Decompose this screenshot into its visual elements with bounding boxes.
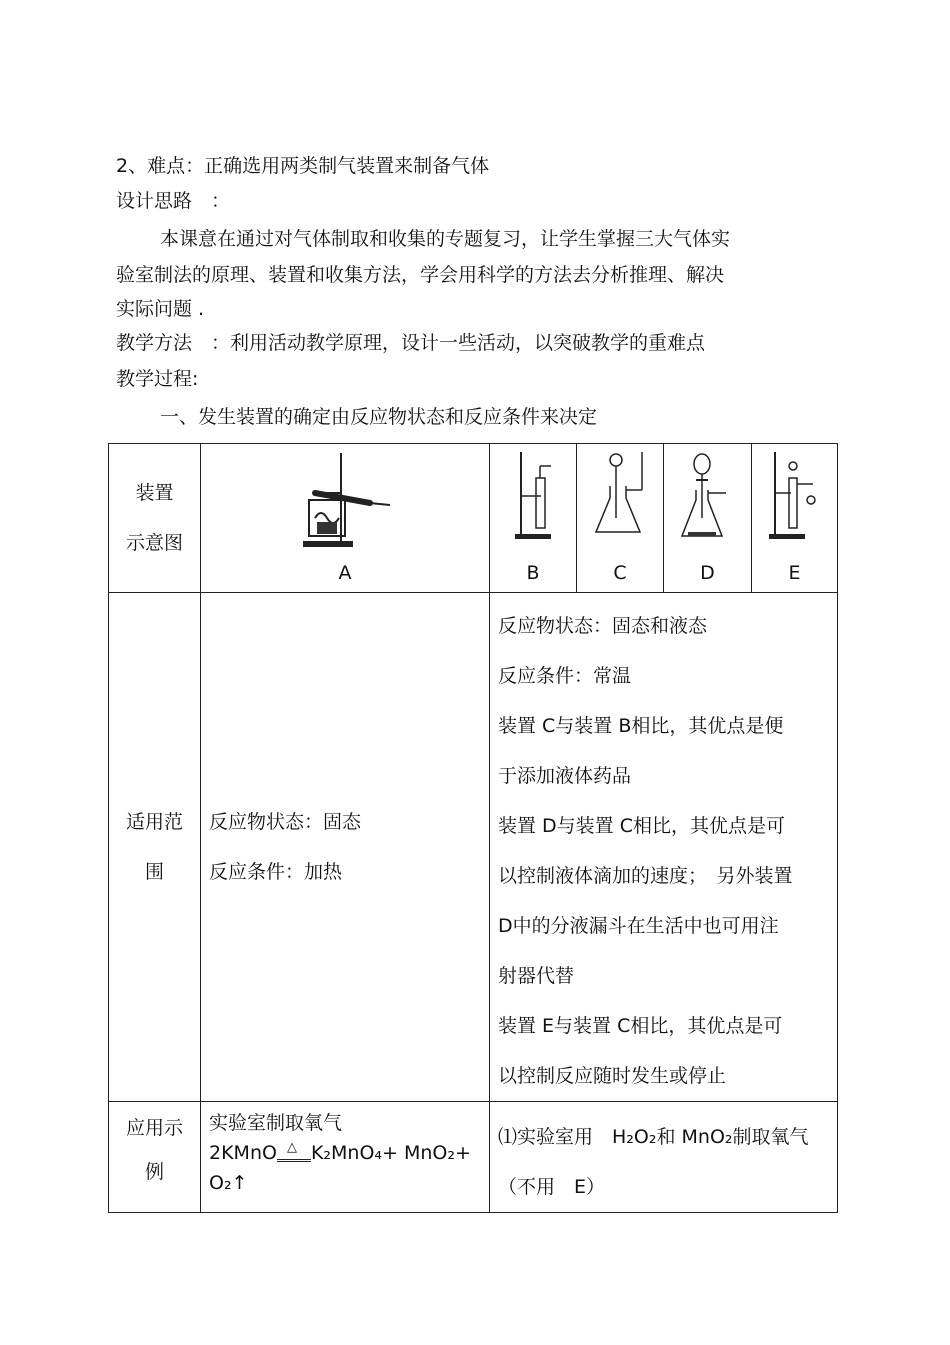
liquid-line-10: 以控制反应随时发生或停止 — [498, 1065, 727, 1087]
example-1-equation-cont: O₂↑ — [209, 1172, 248, 1194]
row-header-apparatus-line1: 装置 — [135, 482, 174, 504]
liquid-line-7: D中的分液漏斗在生活中也可用注 — [498, 915, 779, 937]
liquid-line-6: 以控制液体滴加的速度； 另外装置 — [498, 865, 793, 887]
liquid-line-1: 反应物状态：固态和液态 — [498, 615, 708, 637]
separatory-funnel-flask-icon — [678, 448, 738, 543]
apparatus-d — [664, 444, 752, 593]
equation-reactant: 2KMnO — [209, 1142, 277, 1164]
solid-heating-scope — [201, 593, 490, 1102]
row-header-apparatus-line2: 示意图 — [125, 532, 183, 554]
example-2-line-2: （不用 E） — [498, 1176, 606, 1198]
apparatus-c — [577, 444, 664, 593]
liquid-line-3: 装置 C与装置 B相比，其优点是便 — [498, 715, 784, 737]
example-1-title: 实验室制取氧气 — [209, 1112, 343, 1134]
apparatus-table — [108, 443, 838, 1213]
example-2-line-1: ⑴实验室用 H₂O₂和 MnO₂制取氧气 — [498, 1126, 809, 1148]
liquid-line-8: 射器代替 — [498, 965, 575, 987]
apparatus-b — [490, 444, 577, 593]
equation-arrow — [277, 1140, 311, 1162]
difficulty-heading: 2、难点：正确选用两类制气装置来制备气体 — [116, 155, 490, 177]
liquid-line-9: 装置 E与装置 C相比，其优点是可 — [498, 1015, 783, 1037]
example-solid-liquid — [490, 1102, 838, 1213]
liquid-line-4: 于添加液体药品 — [498, 765, 632, 787]
teaching-method: 教学方法 ：利用活动教学原理，设计一些活动，以突破教学的重难点 — [116, 332, 706, 354]
section-heading-1: 一、发生装置的确定由反应物状态和反应条件来决定 — [160, 406, 598, 428]
delta-icon: △ — [286, 1140, 297, 1155]
apparatus-e — [752, 444, 838, 593]
heating-apparatus-icon — [295, 448, 395, 553]
design-text-line-3: 实际问题 . — [116, 298, 205, 320]
liquid-line-5: 装置 D与装置 C相比，其优点是可 — [498, 815, 785, 837]
example-1-equation — [209, 1138, 485, 1168]
design-label: 设计思路 ： — [116, 190, 231, 212]
row-header-example-line1: 应用示 — [125, 1117, 183, 1139]
solid-condition-text: 反应条件：加热 — [209, 861, 343, 883]
liquid-line-2: 反应条件：常温 — [498, 665, 632, 687]
row-header-scope — [109, 593, 201, 1102]
row-header-scope-line1: 适用范 — [125, 811, 183, 833]
design-text-line-2: 验室制法的原理、装置和收集方法，学会用科学的方法去分析推理、解决 — [116, 264, 725, 286]
apparatus-label-a: A — [338, 562, 352, 584]
row-header-scope-line2: 围 — [144, 861, 164, 883]
solid-state-text: 反应物状态：固态 — [209, 811, 362, 833]
apparatus-label-b: B — [526, 562, 540, 584]
apparatus-label-c: C — [613, 562, 627, 584]
row-header-apparatus — [109, 444, 201, 593]
test-tube-stand-icon — [511, 448, 555, 543]
equation-products: K₂MnO₄+ MnO₂+ — [310, 1142, 471, 1164]
example-solid-heating — [201, 1102, 490, 1213]
apparatus-label-d: D — [700, 562, 715, 584]
apparatus-label-e: E — [788, 562, 801, 584]
kipp-style-apparatus-icon — [765, 448, 825, 543]
solid-liquid-scope — [490, 593, 838, 1102]
teaching-process-label: 教学过程: — [116, 368, 199, 390]
row-header-example-line2: 例 — [144, 1161, 164, 1183]
design-text-line-1: 本课意在通过对气体制取和收集的专题复习，让学生掌握三大气体实 — [160, 228, 731, 250]
flask-with-funnel-icon — [590, 448, 650, 543]
apparatus-a — [201, 444, 490, 593]
row-header-example — [109, 1102, 201, 1213]
